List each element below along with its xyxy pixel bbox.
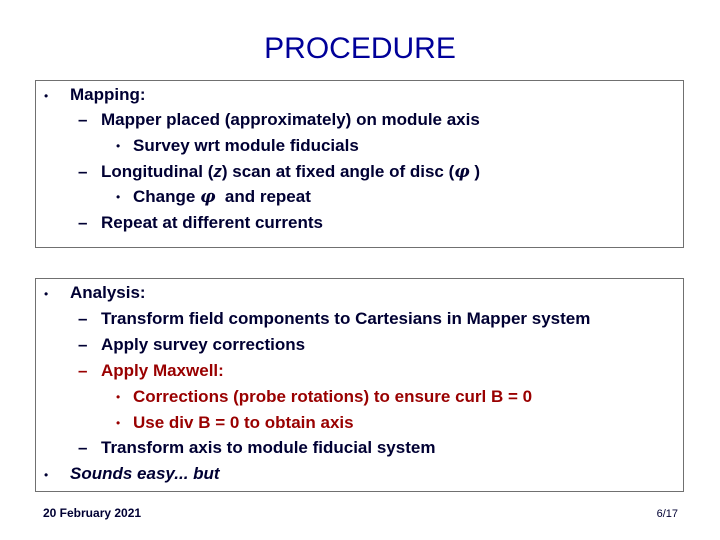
slide-title: PROCEDURE [264, 32, 456, 65]
analysis-item-2: Apply survey corrections [101, 335, 306, 354]
mapping-item-2-var: z [213, 162, 222, 181]
mapping-dash-3: – [78, 213, 88, 232]
analysis-heading: Analysis: [70, 283, 146, 302]
mapping-item-2-suffix: ) [469, 162, 481, 181]
analysis-item-4: Transform axis to module fiducial system [101, 438, 436, 457]
closing-bullet: • [44, 468, 49, 482]
mapping-sub-bullet-1: • [116, 139, 121, 153]
mapping-heading: Mapping: [70, 85, 146, 104]
mapping-dash-2: – [78, 162, 88, 181]
page-number: 6/17 [656, 508, 678, 520]
mapping-item-1-sub: Survey wrt module fiducials [133, 136, 359, 155]
closing-text: Sounds easy... but [70, 464, 220, 483]
analysis-bullet: • [44, 287, 49, 301]
analysis-dash-3: – [78, 361, 88, 380]
analysis-dash-2: – [78, 335, 88, 354]
analysis-sub-bullet-1: • [116, 390, 121, 404]
mapping-item-2-prefix: Longitudinal ( [101, 162, 214, 181]
footer-date: 20 February 2021 [43, 506, 142, 520]
analysis-item-3: Apply Maxwell: [101, 361, 224, 380]
mapping-item-2 [101, 162, 480, 182]
mapping-item-3: Repeat at different currents [101, 213, 323, 232]
analysis-dash-4: – [78, 438, 88, 457]
mapping-item-2-sub-suffix: and repeat [215, 187, 311, 206]
analysis-item-1: Transform field components to Cartesians in Mapper system [101, 309, 591, 328]
mapping-item-2-mid: ) scan at fixed angle of disc ( [221, 162, 455, 181]
mapping-dash-1: – [78, 110, 88, 129]
mapping-bullet: • [44, 89, 49, 103]
analysis-sub-bullet-2: • [116, 416, 121, 430]
mapping-item-2-phi: φ [454, 162, 470, 182]
mapping-item-2-sub [133, 187, 311, 207]
mapping-sub-bullet-2: • [116, 190, 121, 204]
analysis-item-3-sub-1: Corrections (probe rotations) to ensure curl B = 0 [133, 387, 533, 406]
mapping-item-2-sub-phi: φ [200, 187, 216, 207]
analysis-dash-1: – [78, 309, 88, 328]
mapping-item-2-sub-prefix: Change [133, 187, 201, 206]
analysis-item-3-sub-2: Use div B = 0 to obtain axis [133, 413, 354, 432]
mapping-item-1: Mapper placed (approximately) on module axis [101, 110, 480, 129]
